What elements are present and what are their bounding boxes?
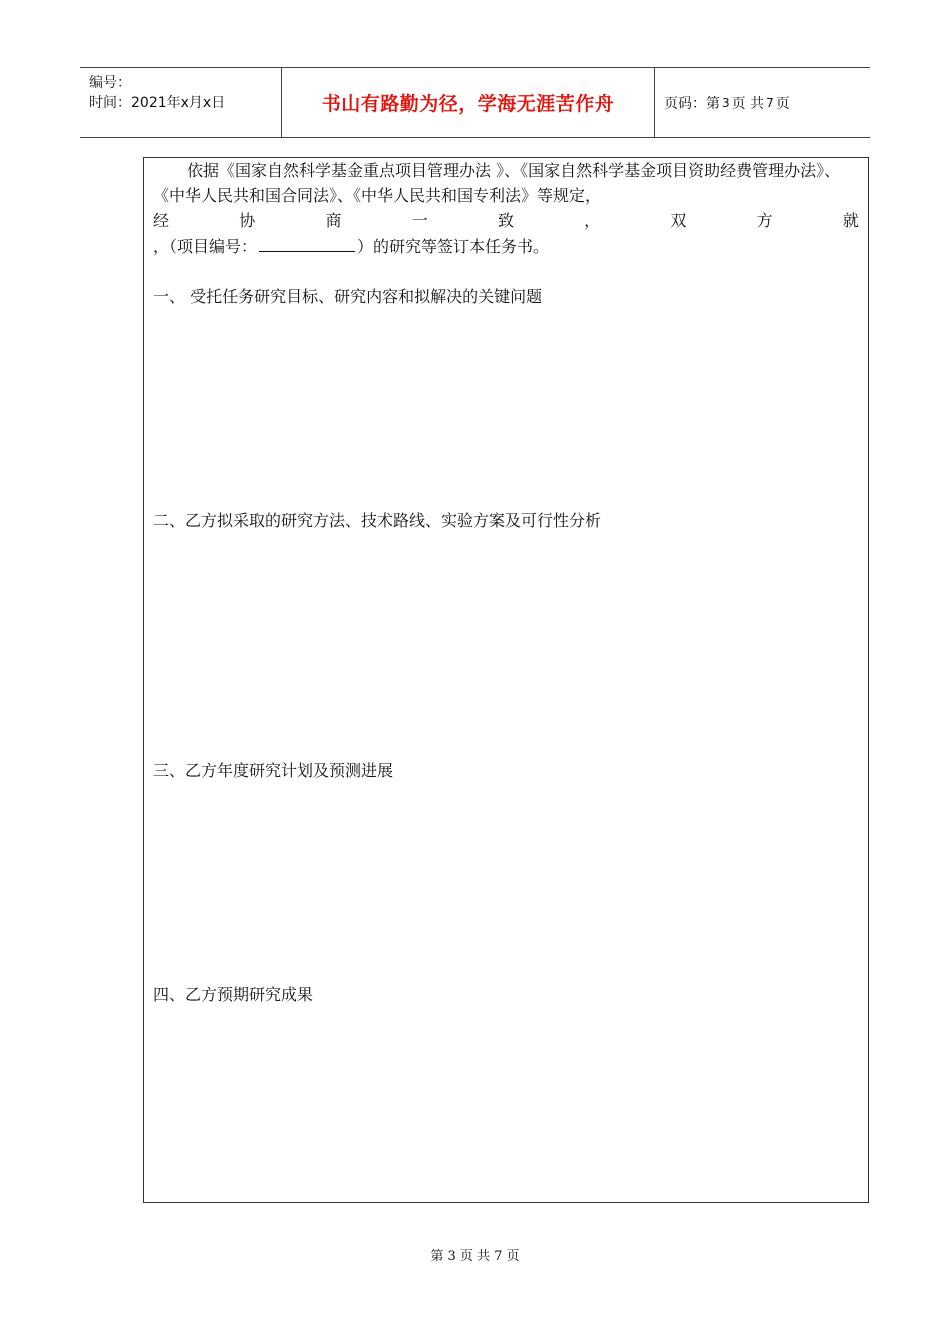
document-number-label: 编号： bbox=[89, 75, 131, 91]
intro-closing-text: ）的研究等签订本任务书。 bbox=[357, 237, 550, 256]
task-form-box bbox=[143, 157, 869, 1203]
justified-char: 经 bbox=[153, 211, 170, 230]
justified-char: 就 bbox=[842, 211, 859, 230]
justified-char: ， bbox=[584, 211, 601, 230]
section-4-title: 四、乙方预期研究成果 bbox=[153, 985, 314, 1004]
justified-char: 协 bbox=[239, 211, 256, 230]
section-3-title: 三、乙方年度研究计划及预测进展 bbox=[153, 761, 394, 780]
page-total: 7 bbox=[766, 95, 774, 110]
page-mid: 页 共 bbox=[731, 95, 765, 112]
page-suffix: 页 bbox=[775, 95, 790, 112]
header-divider-right bbox=[654, 68, 655, 137]
section-1-title: 一、 受托任务研究目标、研究内容和拟解决的关键问题 bbox=[153, 287, 543, 306]
project-number-field[interactable] bbox=[259, 233, 355, 252]
header-motto: 书山有路勤为径，学海无涯苦作舟 bbox=[321, 93, 615, 115]
section-2-title: 二、乙方拟采取的研究方法、技术路线、实验方案及可行性分析 bbox=[153, 511, 602, 530]
intro-justified-line bbox=[153, 208, 859, 233]
document-date: 时间：2021年x月x日 bbox=[89, 95, 226, 111]
project-number-label: ，（项目编号： bbox=[153, 237, 258, 256]
page-header bbox=[80, 67, 870, 138]
header-page-indicator bbox=[664, 68, 790, 137]
justified-char: 双 bbox=[670, 211, 687, 230]
justified-char: 一 bbox=[411, 211, 428, 230]
intro-project-line bbox=[153, 233, 549, 259]
page-current: 3 bbox=[722, 95, 730, 110]
justified-char: 商 bbox=[325, 211, 342, 230]
intro-paragraph: 依据《国家自然科学基金重点项目管理办法 》、《国家自然科学基金项目资助经费管理办法》、《中华人民共和国合同法》、《中华人民共和国专利法》等规定， bbox=[153, 161, 841, 205]
justified-char: 致 bbox=[497, 211, 514, 230]
page-footer: 第 3 页 共 7 页 bbox=[430, 1249, 520, 1264]
header-info bbox=[80, 68, 281, 137]
page-prefix: 页码：第 bbox=[664, 95, 720, 112]
justified-char: 方 bbox=[756, 211, 773, 230]
